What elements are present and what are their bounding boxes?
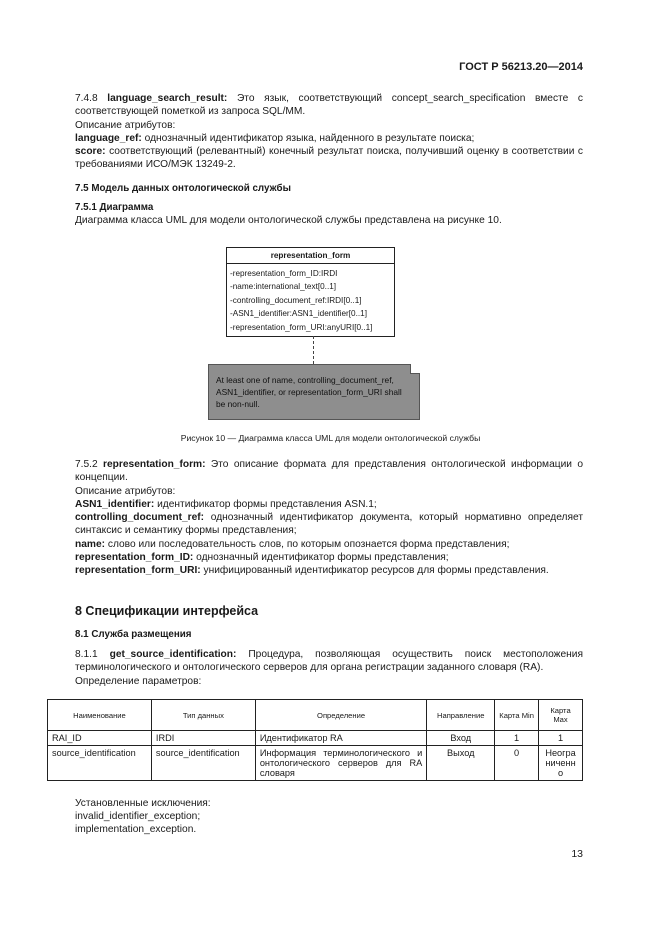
table-cell: 1 — [539, 731, 583, 746]
uml-attribute: -ASN1_identifier:ASN1_identifier[0..1] — [230, 309, 367, 319]
parameters-title: Определение параметров: — [75, 676, 202, 687]
term-definition: однозначный идентификатор языка, найденного в результате поиска; — [141, 133, 475, 144]
table-cell: source_identification — [151, 746, 255, 781]
paragraph-751: Диаграмма класса UML для модели онтологической службы представлена на рисунке 10. — [75, 215, 502, 226]
term: ASN1_identifier: — [75, 499, 155, 510]
uml-attribute: -name:international_text[0..1] — [230, 282, 337, 292]
section-heading-75: 7.5 Модель данных онтологической службы — [75, 183, 291, 194]
table-cell: 0 — [495, 746, 539, 781]
document-header: ГОСТ Р 56213.20—2014 — [459, 61, 583, 73]
table-row — [48, 746, 583, 781]
paragraph-748 — [75, 92, 583, 119]
exception-item: implementation_exception. — [75, 824, 197, 835]
uml-class-box — [226, 247, 395, 337]
parameters-table — [47, 699, 583, 781]
term-definition: унифицированный идентификатор ресурсов для формы представления. — [200, 565, 549, 576]
section-heading-81: 8.1 Служба размещения — [75, 629, 192, 640]
table-header-cell: Карта Min — [495, 700, 539, 731]
uml-note — [208, 364, 420, 420]
attribute-name — [75, 538, 583, 551]
table-cell: RAI_ID — [48, 731, 152, 746]
table-header-row — [48, 700, 583, 731]
term: get_source_identification: — [109, 649, 237, 660]
attribute-representation-form-id — [75, 551, 583, 564]
term-definition: Это описание формата для представления онтологической информации о концепции. — [75, 459, 583, 484]
table-cell: IRDI — [151, 731, 255, 746]
section-heading-751: 7.5.1 Диаграмма — [75, 202, 154, 213]
table-cell: Вход — [427, 731, 495, 746]
attribute-controlling-document-ref — [75, 511, 583, 538]
term-definition: Это язык, соответствующий concept_search_specification вместе с соответствующей пометкой из запроса SQL/MM. — [75, 93, 583, 118]
term: language_ref: — [75, 133, 142, 144]
attribute-language-ref — [75, 132, 583, 145]
term-definition: однозначный идентификатор документа, который нормативно определяет синтаксис и семантику формы представления; — [75, 512, 583, 537]
term-definition: Процедура, позволяющая осуществить поиск местоположения терминологического и онтологического серверов для органа регистрации заданного словаря (RA). — [75, 649, 583, 674]
term: controlling_document_ref: — [75, 512, 205, 523]
table-header-cell: Наименование — [48, 700, 152, 731]
uml-class-name: representation_form — [227, 248, 394, 264]
attributes-title: Описание атрибутов: — [75, 486, 176, 497]
table-cell: Выход — [427, 746, 495, 781]
uml-attribute: -representation_form_URI:anyURI[0..1] — [230, 322, 373, 332]
note-fold-corner — [410, 364, 420, 374]
attribute-score — [75, 145, 583, 172]
figure-caption: Рисунок 10 — Диаграмма класса UML для модели онтологической службы — [180, 433, 481, 443]
section-number: 7.5.2 — [75, 459, 104, 470]
paragraph-811 — [75, 648, 583, 675]
section-heading-8: 8 Спецификации интерфейса — [75, 604, 259, 618]
uml-note-connector — [313, 336, 314, 364]
attribute-representation-form-uri — [75, 564, 583, 577]
table-row — [48, 731, 583, 746]
section-number: 7.4.8 — [75, 93, 108, 104]
term: name: — [75, 539, 106, 550]
table-cell: Идентификатор RA — [255, 731, 426, 746]
exception-item: invalid_identifier_exception; — [75, 811, 201, 822]
term: representation_form_ID: — [75, 552, 194, 563]
table-header-cell: Карта Max — [539, 700, 583, 731]
table-cell: Информация терминологического и онтологического серверов для RA словаря — [255, 746, 426, 781]
exceptions-title: Установленные исключения: — [75, 798, 211, 809]
table-header-cell: Определение — [255, 700, 426, 731]
term: representation_form: — [103, 459, 206, 470]
page-number: 13 — [571, 848, 583, 860]
paragraph-752 — [75, 458, 583, 485]
attributes-title: Описание атрибутов: — [75, 120, 176, 131]
uml-note-text: At least one of name, controlling_document_ref, ASN1_identifier, or representation_form_URI shall be non-null. — [216, 375, 402, 410]
term-definition: соответствующий (релевантный) конечный результат поиска, получивший оценку в соответствии с требованиями ИСО/МЭК 13249-2. — [75, 146, 583, 171]
table-cell: Неограниченно — [539, 746, 583, 781]
term-definition: идентификатор формы представления ASN.1; — [154, 499, 377, 510]
term-definition: однозначный идентификатор формы представления; — [193, 552, 449, 563]
table-header-cell: Направление — [427, 700, 495, 731]
table-cell: 1 — [495, 731, 539, 746]
term: representation_form_URI: — [75, 565, 201, 576]
uml-attribute: -controlling_document_ref:IRDI[0..1] — [230, 295, 362, 305]
uml-attribute-list — [227, 264, 394, 334]
section-number: 8.1.1 — [75, 649, 110, 660]
term-definition: слово или последовательность слов, по которым опознается форма представления; — [105, 539, 510, 550]
table-cell: source_identification — [48, 746, 152, 781]
term: language_search_result: — [107, 93, 228, 104]
uml-attribute: -representation_form_ID:IRDI — [230, 269, 338, 278]
table-header-cell: Тип данных — [151, 700, 255, 731]
term: score: — [75, 146, 106, 157]
attribute-asn1-identifier — [75, 498, 583, 511]
